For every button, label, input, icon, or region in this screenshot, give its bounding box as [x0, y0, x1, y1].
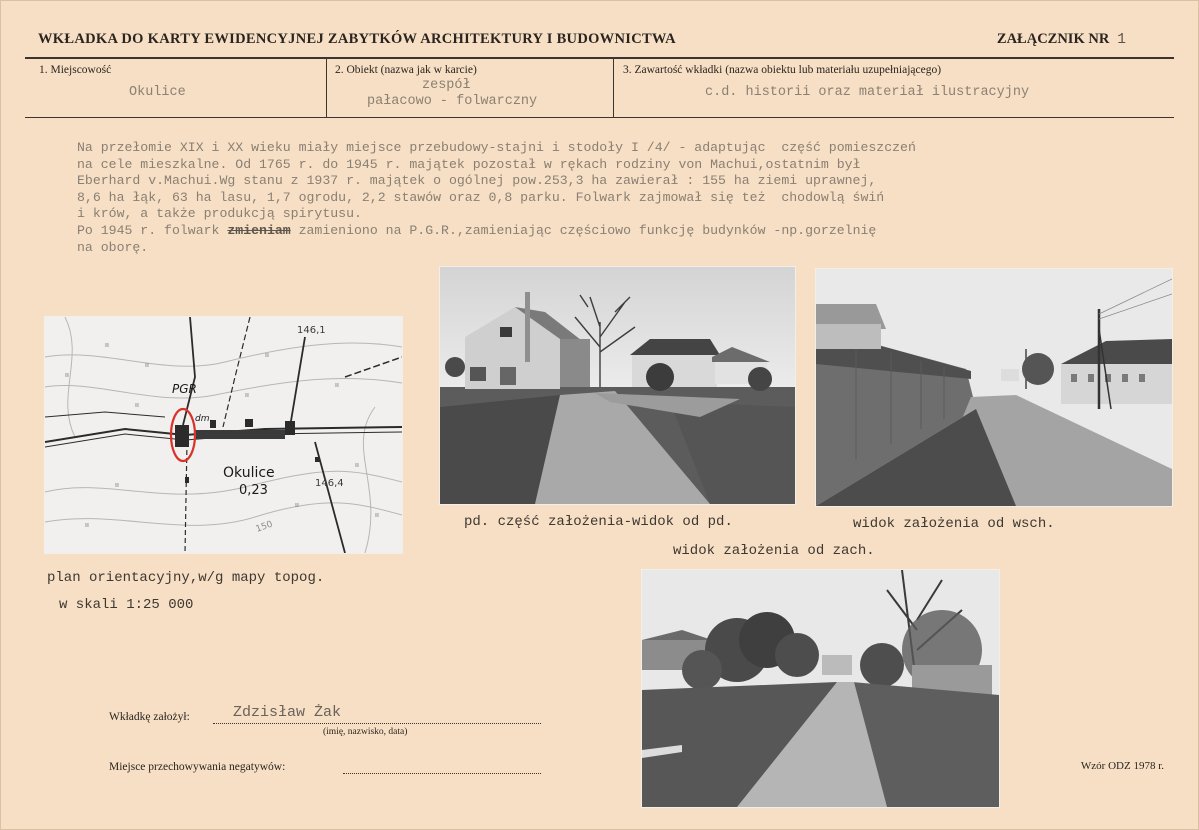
history-struck-word: zmieniam [227, 222, 291, 238]
svg-text:ıı: ıı [105, 341, 109, 349]
photo-east-view-image [816, 269, 1172, 506]
template-version: Wzór ODZ 1978 r. [1080, 760, 1164, 772]
map-label-town-number: 0,23 [239, 483, 268, 498]
photo-west-view-image [642, 570, 999, 807]
photo1-caption: pd. część założenia-widok od pd. [464, 514, 733, 530]
map-label-contour: 150 [254, 519, 275, 535]
history-line-5: i krów, a także produkcją spirytusu. [77, 206, 362, 222]
map-caption-line2: w skali 1:25 000 [59, 597, 194, 613]
column-divider-1 [326, 57, 327, 117]
history-line-3: Eberhard v.Machui.Wg stanu z 1937 r. majątek o ogólnej pow.253,3 ha zawierał : 155 ha ziemi uprawnej, [77, 173, 877, 189]
photo-west-view [641, 569, 1000, 808]
map-label-elevation-2: 146,4 [315, 478, 344, 489]
insert-author-name: Zdzisław Żak [233, 704, 342, 721]
map-caption-line1: plan orientacyjny,w/g mapy topog. [47, 570, 325, 586]
map-label-dm: dm. [195, 414, 213, 424]
photo2-caption: widok założenia od wsch. [853, 516, 1055, 532]
history-text [77, 140, 1177, 256]
history-line-4: 8,6 ha łąk, 63 ha lasu, 1,7 ogrodu, 2,2 stawów oraz 0,8 parku. Folwark zajmował się też chodowlą świń [77, 189, 885, 205]
document-title: WKŁADKA DO KARTY EWIDENCYJNEJ ZABYTKÓW ARCHITEKTURY I BUDOWNICTWA [38, 31, 676, 47]
annex-number: 1 [1117, 32, 1126, 48]
object-value-line1: zespół [422, 78, 471, 93]
photo-south-part-image [440, 267, 795, 504]
history-line-1: Na przełomie XIX i XX wieku miały miejsce przebudowy-stajni i stodoły I /4/ - adaptując część pomieszczeń [77, 140, 916, 155]
object-value-line2: pałacowo - folwarczny [367, 94, 538, 109]
negatives-label: Miejsce przechowywania negatywów: [109, 761, 286, 773]
svg-text:ıı: ıı [295, 501, 299, 509]
photo-south-part [439, 266, 796, 505]
svg-text:ıı: ıı [265, 351, 269, 359]
column-divider-2 [613, 57, 614, 117]
svg-text:ıı: ıı [355, 461, 359, 469]
map-label-pgr: PGR [172, 382, 197, 396]
insert-author-label: Wkładkę założył: [109, 711, 190, 723]
contents-value: c.d. historii oraz materiał ilustracyjny [705, 85, 1030, 100]
history-line-6b: zamieniono na P.G.R.,zamieniając częściowo funkcję budynków -np.gorzelnię [290, 222, 877, 238]
svg-text:ıı: ıı [245, 391, 249, 399]
photo-east-view [815, 268, 1173, 507]
contents-label: 3. Zawartość wkładki (nazwa obiektu lub materiału uzupełniającego) [623, 64, 942, 76]
svg-text:ıı: ıı [145, 361, 149, 369]
map-label-elevation-1: 146,1 [297, 325, 326, 336]
negatives-line [343, 773, 541, 774]
locality-label: 1. Miejscowość [39, 64, 112, 76]
svg-text:ıı: ıı [375, 511, 379, 519]
map-label-town: Okulice [223, 465, 275, 481]
svg-text:ıı: ıı [85, 521, 89, 529]
history-line-7: na oborę. [77, 239, 149, 255]
photo3-caption: widok założenia od zach. [673, 543, 875, 559]
svg-text:ıı: ıı [65, 371, 69, 379]
insert-author-line [213, 723, 541, 724]
header-rule-bottom [25, 117, 1174, 118]
map-drawing [45, 317, 402, 553]
annex-label-text: ZAŁĄCZNIK NR [996, 31, 1110, 47]
locality-value: Okulice [129, 85, 186, 100]
history-line-2: na cele mieszkalne. Od 1765 r. do 1945 r. majątek pozostał w rękach rodziny von Machui,ostatnim był [77, 156, 861, 172]
svg-text:ıı: ıı [135, 401, 139, 409]
object-label: 2. Obiekt (nazwa jak w karcie) [335, 64, 477, 76]
svg-text:ıı: ıı [335, 381, 339, 389]
topographic-map [44, 316, 403, 554]
annex-label [997, 31, 1126, 48]
history-line-6a: Po 1945 r. folwark [77, 222, 228, 238]
header-rule-top [25, 57, 1174, 59]
svg-text:ıı: ıı [115, 481, 119, 489]
insert-author-note: (imię, nazwisko, data) [323, 727, 408, 737]
